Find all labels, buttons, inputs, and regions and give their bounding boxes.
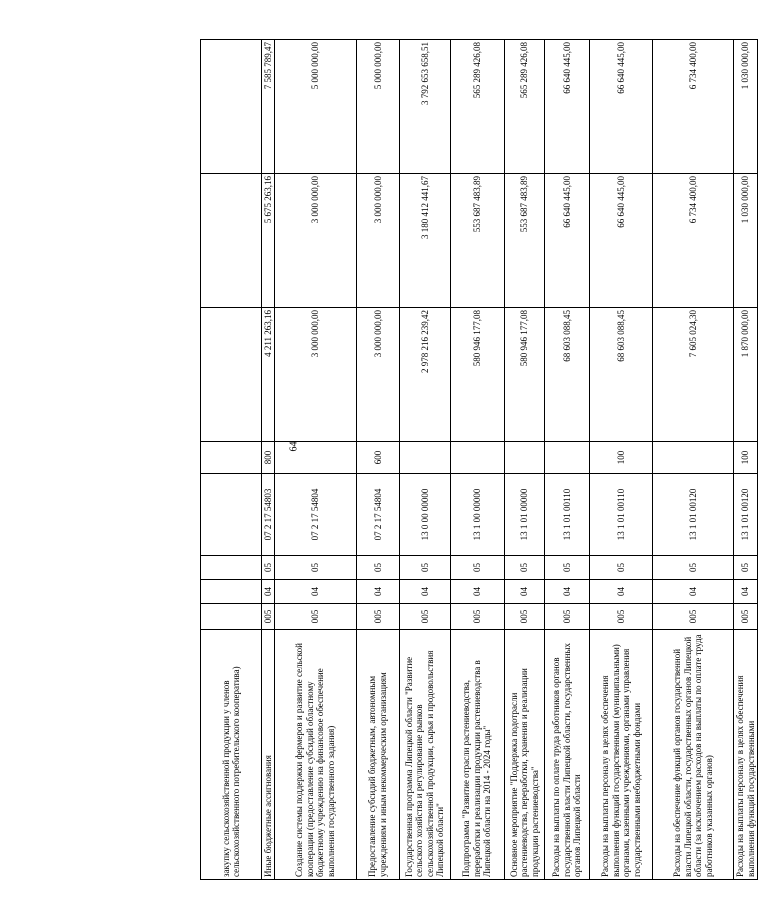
amount-1: 7 605 024,30	[653, 308, 734, 442]
section-code: 04	[262, 580, 274, 604]
row-description: Подпрограмма "Развитие отрасли растениеводства, переработки и реализации продукции растениеводства в Липецкой области на 2014 - 2024 годы"	[450, 630, 504, 880]
section-code: 04	[504, 580, 545, 604]
subsection-code: 05	[356, 556, 399, 580]
amount-3: 66 640 445,00	[545, 40, 589, 174]
target-article-code: 13 0 00 00000	[399, 474, 450, 556]
expense-type-code	[201, 442, 262, 474]
admin-code: 005	[734, 604, 758, 630]
table-row	[653, 40, 734, 880]
amount-2: 66 640 445,00	[589, 174, 653, 308]
expense-type-code: 100	[589, 442, 653, 474]
subsection-code	[201, 556, 262, 580]
amount-2: 3 000 000,00	[274, 174, 356, 308]
target-article-code: 13 1 01 00110	[589, 474, 653, 556]
target-article-code: 07 2 17 54804	[274, 474, 356, 556]
admin-code: 005	[274, 604, 356, 630]
section-code: 04	[545, 580, 589, 604]
admin-code: 005	[653, 604, 734, 630]
amount-3	[201, 40, 262, 174]
subsection-code: 05	[589, 556, 653, 580]
amount-3: 1 030 000,00	[734, 40, 758, 174]
amount-3: 5 000 000,00	[356, 40, 399, 174]
amount-3: 3 792 653 658,51	[399, 40, 450, 174]
amount-1: 580 946 177,08	[504, 308, 545, 442]
amount-1: 3 000 000,00	[356, 308, 399, 442]
target-article-code: 13 1 01 00120	[653, 474, 734, 556]
amount-1	[201, 308, 262, 442]
subsection-code: 05	[734, 556, 758, 580]
section-code: 04	[274, 580, 356, 604]
table-row	[201, 40, 262, 880]
amount-1: 1 870 000,00	[734, 308, 758, 442]
subsection-code: 05	[504, 556, 545, 580]
target-article-code: 13 1 01 00110	[545, 474, 589, 556]
section-code: 04	[356, 580, 399, 604]
section-code: 04	[399, 580, 450, 604]
row-description: Расходы на выплаты по оплате труда работников органов государственной власти Липецкой области, государственных органов Липецкой области	[545, 630, 589, 880]
subsection-code: 05	[653, 556, 734, 580]
amount-1: 2 978 216 239,42	[399, 308, 450, 442]
target-article-code	[201, 474, 262, 556]
expense-type-code: 800	[262, 442, 274, 474]
budget-table	[200, 39, 758, 880]
amount-2: 3 180 412 441,67	[399, 174, 450, 308]
row-description: Основное мероприятие "Поддержка подотрасли растениеводства, переработки, хранения и реализации продукции растениеводства"	[504, 630, 545, 880]
amount-2: 6 734 400,00	[653, 174, 734, 308]
subsection-code: 05	[274, 556, 356, 580]
row-description: закупку сельскохозяйственной продукции у членов сельскохозяйственного потребительского кооператива)	[201, 630, 262, 880]
table-row	[356, 40, 399, 880]
row-description: Предоставление субсидий бюджетным, автономным учреждениям и иным некоммерческим организациям	[356, 630, 399, 880]
admin-code: 005	[504, 604, 545, 630]
budget-sheet	[200, 40, 758, 880]
target-article-code: 13 1 01 00120	[734, 474, 758, 556]
admin-code: 005	[450, 604, 504, 630]
amount-1: 4 211 263,16	[262, 308, 274, 442]
section-code: 04	[653, 580, 734, 604]
amount-2: 3 000 000,00	[356, 174, 399, 308]
target-article-code: 13 1 00 00000	[450, 474, 504, 556]
expense-type-code	[504, 442, 545, 474]
row-description: Расходы на выплаты персоналу в целях обеспечения выполнения функций государственными	[734, 630, 758, 880]
row-description: Государственная программа Липецкой области "Развитие сельского хозяйства и регулирование рынков сельскохозяйственной продукции, сырья и продовольствия Липецкой области"	[399, 630, 450, 880]
row-description: Расходы на обеспечение функций органов государственной власти Липецкой области, государственных органов Липецкой области (за исключением расходов на выплаты по оплате труда работников указанных органов)	[653, 630, 734, 880]
subsection-code: 05	[262, 556, 274, 580]
amount-2: 1 030 000,00	[734, 174, 758, 308]
section-code: 04	[589, 580, 653, 604]
admin-code: 005	[545, 604, 589, 630]
expense-type-code: 100	[734, 442, 758, 474]
amount-2	[201, 174, 262, 308]
table-row	[589, 40, 653, 880]
row-description: Создание системы поддержки фермеров и развитие сельской кооперации (предоставление субсидий областному бюджетному учреждению на финансовое обеспечение выполнения государственного задания)	[274, 630, 356, 880]
expense-type-code	[450, 442, 504, 474]
page-number: 64	[288, 441, 300, 452]
section-code: 04	[734, 580, 758, 604]
amount-1: 68 603 088,45	[589, 308, 653, 442]
amount-1: 68 603 088,45	[545, 308, 589, 442]
subsection-code: 05	[450, 556, 504, 580]
admin-code: 005	[356, 604, 399, 630]
table-row	[262, 40, 274, 880]
amount-2: 5 675 263,16	[262, 174, 274, 308]
table-row	[545, 40, 589, 880]
table-row	[399, 40, 450, 880]
admin-code: 005	[399, 604, 450, 630]
table-row	[734, 40, 758, 880]
expense-type-code	[274, 442, 356, 474]
table-row	[274, 40, 356, 880]
target-article-code: 13 1 01 00000	[504, 474, 545, 556]
expense-type-code	[399, 442, 450, 474]
target-article-code: 07 2 17 54803	[262, 474, 274, 556]
amount-2: 553 687 483,89	[450, 174, 504, 308]
amount-1: 3 000 000,00	[274, 308, 356, 442]
table-row	[450, 40, 504, 880]
expense-type-code	[545, 442, 589, 474]
amount-3: 66 640 445,00	[589, 40, 653, 174]
section-code	[201, 580, 262, 604]
table-row	[504, 40, 545, 880]
amount-3: 565 289 426,08	[450, 40, 504, 174]
amount-1: 580 946 177,08	[450, 308, 504, 442]
expense-type-code	[653, 442, 734, 474]
expense-type-code: 600	[356, 442, 399, 474]
subsection-code: 05	[399, 556, 450, 580]
admin-code: 005	[589, 604, 653, 630]
amount-2: 553 687 483,89	[504, 174, 545, 308]
row-description: Расходы на выплаты персоналу в целях обеспечения выполнения функций государственными (муниципальными) органами, казенными учреждениями, органами управления государственными внебюджетными фондами	[589, 630, 653, 880]
amount-3: 6 734 400,00	[653, 40, 734, 174]
amount-3: 5 000 000,00	[274, 40, 356, 174]
section-code: 04	[450, 580, 504, 604]
admin-code: 005	[262, 604, 274, 630]
admin-code	[201, 604, 262, 630]
target-article-code: 07 2 17 54804	[356, 474, 399, 556]
amount-3: 565 289 426,08	[504, 40, 545, 174]
row-description: Иные бюджетные ассигнования	[262, 630, 274, 880]
amount-2: 66 640 445,00	[545, 174, 589, 308]
amount-3: 7 585 789,47	[262, 40, 274, 174]
subsection-code: 05	[545, 556, 589, 580]
